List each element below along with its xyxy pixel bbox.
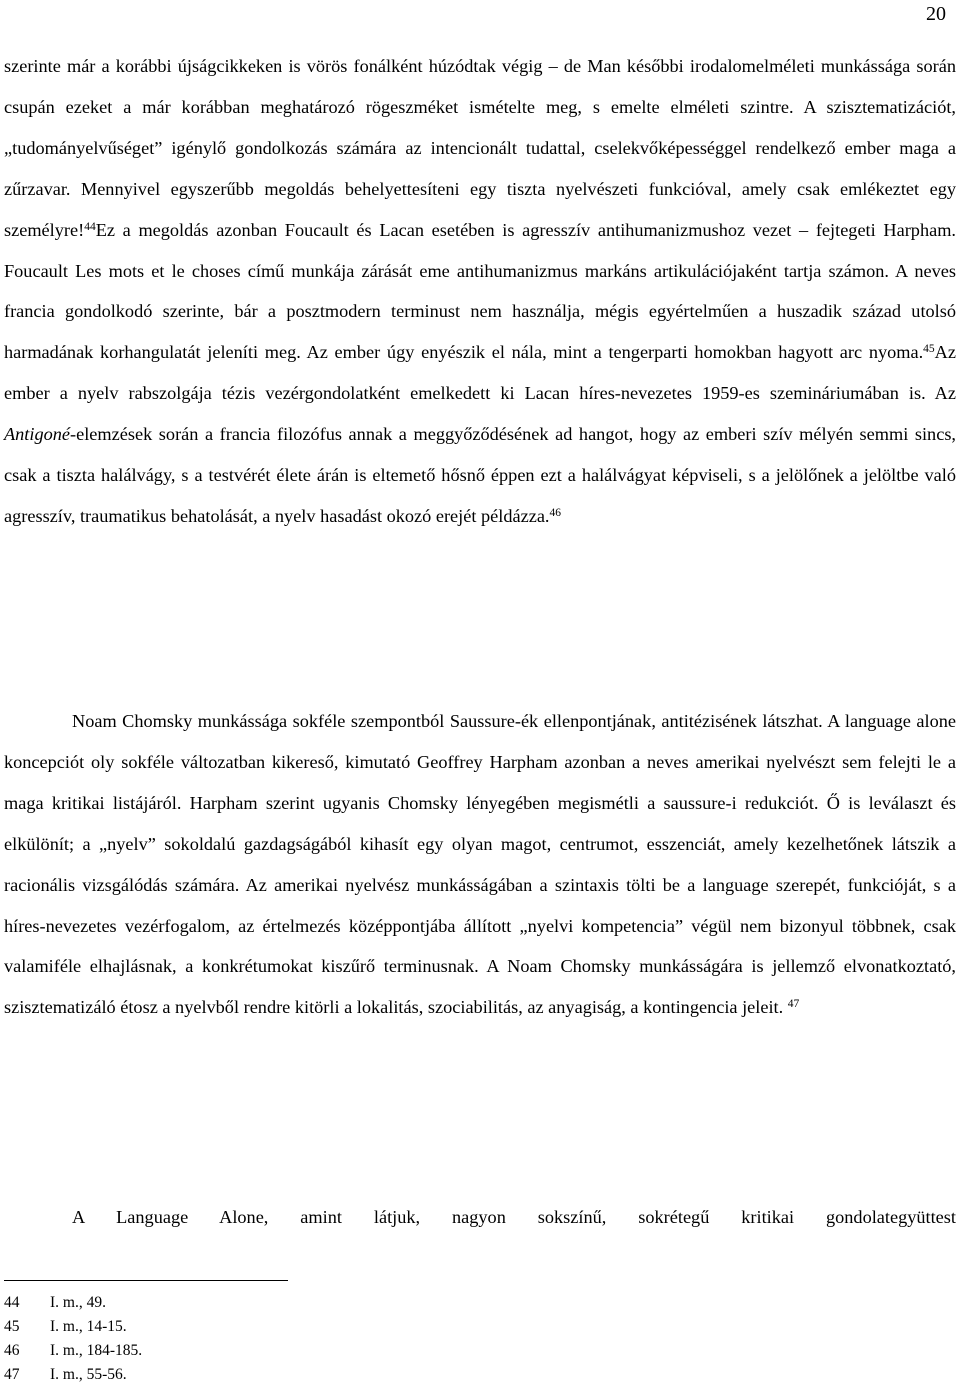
footnote (4, 1339, 142, 1363)
footnote (4, 1363, 142, 1387)
page-number: 20 (926, 3, 946, 25)
footnote (4, 1291, 142, 1315)
text: Noam Chomsky munkássága sokféle szempontból Saussure-ék ellenpontjának, antitézisének látszhat. A language alone koncepciót oly sokféle változatban kikereső, kimutató Geoffrey Harpham azonban a neves amerikai nyelvészt sem felejti le a maga kritikai listájáról. Harpham szerint ugyanis Chomsky lényegében megismétli a saussure-i redukciót. Ő is leválaszt és elkülönít; a „nyelv” sokoldalú gazdagságából kihasít egy olyan magot, centrumot, esszenciát, amely kezelhetőnek látszik a racionális vizsgálódás számára. Az amerikai nyelvész munkásságában a szintaxis tölti be a language szerepét, funkcióját, s a híres-nevezetes vezérfogalom, az értelmezés középpontjába állított „nyelvi kompetencia” végül nem bizonyul többnek, csak valamiféle elhajlásnak, a konkrétumokat kiszűrő terminusnak. A Noam Chomsky munkásságára is jellemző elvonatkoztató, szisztematizáló étosz a nyelvből rendre kitörli a lokalitás, szociabilitás, az anyagiság, a kontingencia jeleit. (4, 711, 956, 1018)
text: A Language Alone, amint látjuk, nagyon sokszínű, sokrétegű kritikai gondolategyüttest (72, 1207, 956, 1227)
footnote-ref: 46 (549, 506, 562, 519)
footnote-ref: 44 (84, 220, 96, 233)
footnote-ref: 45 (923, 343, 935, 356)
footnote-ref: 47 (787, 998, 800, 1011)
text: Az ember a nyelv rabszolgája tézis vezérgondolatként emelkedett ki Lacan híres-nevezetes 1959-es szemináriumában is. Az (4, 342, 956, 404)
footnote-number: 46 (4, 1342, 20, 1359)
text: szerinte már a korábbi újságcikkeken is vörös fonálként húzódtak végig – de Man későbbi irodalomelméleti munkássága során csupán ezeket a már korábban meghatározó rögeszméket ismételte meg, s emelte elméleti szintre. A szisztematizációt, „tudományelvűséget” igénylő gondolkozás számára az intencionált tudattal, cselekvőképességgel rendelkező ember maga a zűrzavar. Mennyivel egyszerűbb megoldás behelyettesíteni egy tiszta nyelvészeti funkcióval, amely csak emlékeztet egy személyre! (4, 56, 956, 240)
paragraph (4, 701, 956, 1028)
text: Ez a megoldás azonban Foucault és Lacan esetében is agresszív antihumanizmushoz vezet – fejtegeti Harpham. Foucault Les mots et le choses című munkája zárását eme antihumanizmus markáns artikulációjaként tartja számon. A neves francia gondolkodó szerinte, bár a posztmodern terminust nem használja, mégis egyértelműen a huszadik század utolsó harmadának korhangulatát jeleníti meg. Az ember úgy enyészik el nála, mint a tengerparti homokban hagyott arc nyoma. (4, 219, 956, 363)
footnote-text: I. m., 49. (50, 1294, 106, 1311)
footnote-text: I. m., 14-15. (50, 1318, 127, 1335)
footnote-separator (4, 1280, 288, 1281)
paragraph (4, 1197, 956, 1238)
text: -elemzések során a francia filozófus annak a meggyőződésének ad hangot, hogy az emberi szív mélyén semmi sincs, csak a tiszta halálvágy, s a testvérét élete árán is eltemető hősnő éppen ezt a halálvágyat képviseli, s a jelölőnek a jelöltbe való agresszív, traumatikus behatolását, a nyelv hasadást okozó erejét példázza. (4, 424, 956, 526)
footnote-text: I. m., 55-56. (50, 1366, 127, 1383)
footnote-number: 45 (4, 1318, 20, 1335)
footnote-text: I. m., 184-185. (50, 1342, 143, 1359)
footnote-number: 47 (4, 1366, 20, 1383)
footnote (4, 1315, 142, 1339)
footnote-number: 44 (4, 1294, 20, 1311)
footnotes (4, 1291, 142, 1387)
italic-text: Antigoné (4, 424, 71, 445)
paragraph (4, 46, 956, 537)
